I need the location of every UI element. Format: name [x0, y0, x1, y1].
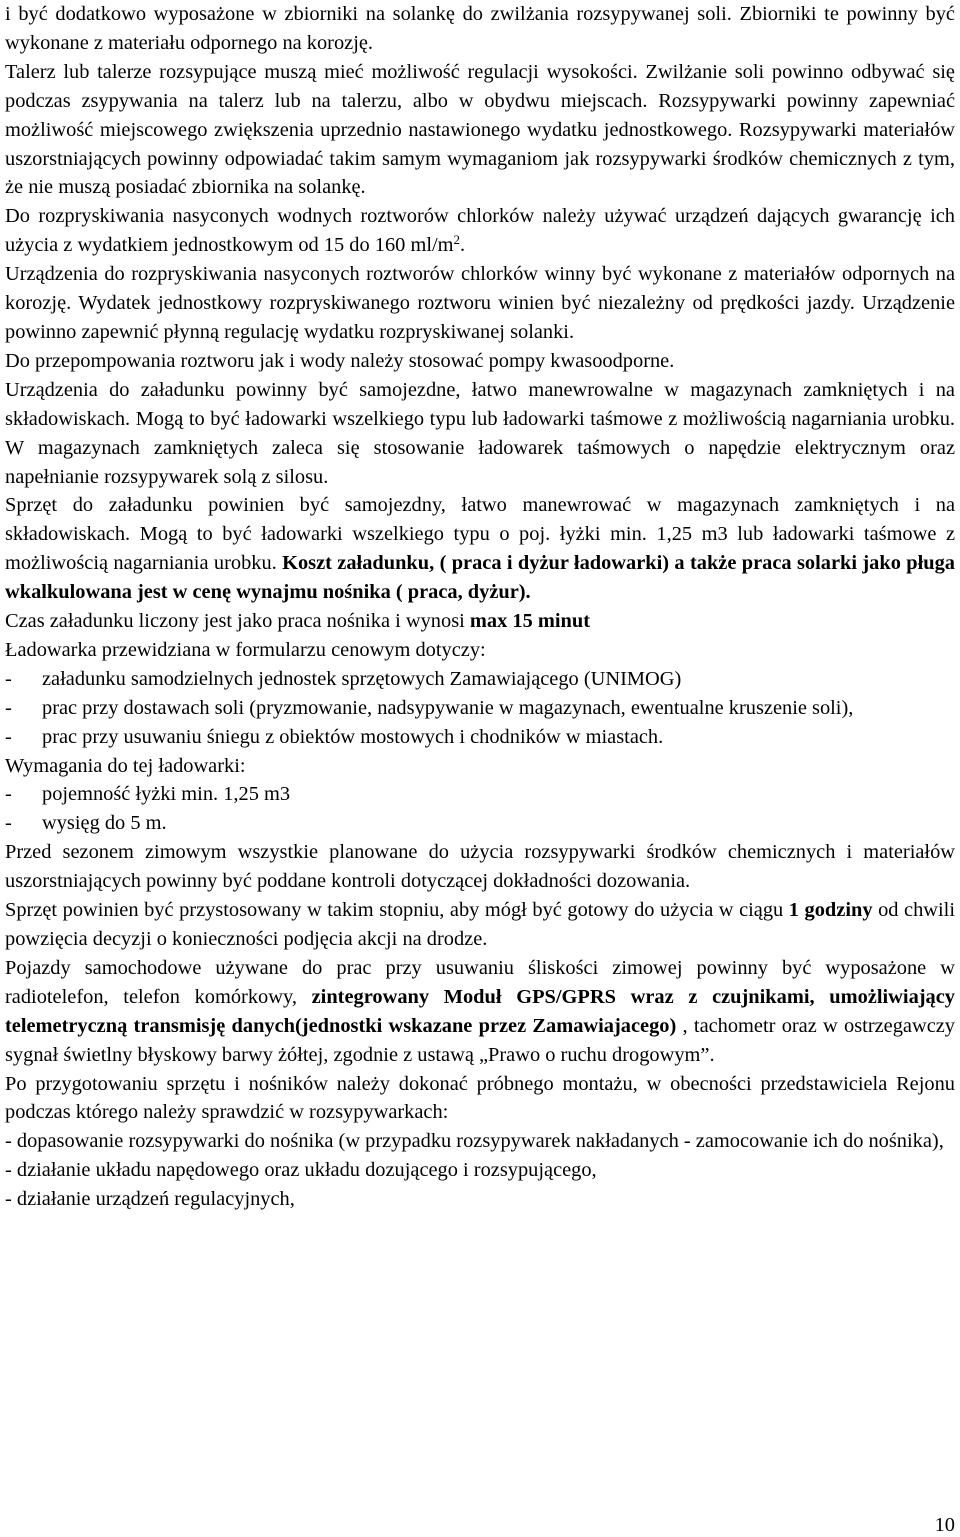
document-body	[5, 0, 955, 1214]
paragraph-text: Przed sezonem zimowym wszystkie planowane do użycia rozsypywarki środków chemicznych i materiałów uszorstniających powinny być poddane kontroli dotyczącej dokładności dozowania.	[5, 841, 955, 893]
paragraph-text: - działanie układu napędowego oraz układu dozującego i rozsypującego,	[5, 1159, 597, 1182]
paragraph-text: Wymagania do tej ładowarki:	[5, 754, 246, 777]
list-item	[5, 694, 955, 723]
list-dash: -	[5, 812, 12, 835]
paragraph-text: Do przepompowania roztworu jak i wody należy stosować pompy kwasoodporne.	[5, 349, 675, 372]
paragraph-text: Talerz lub talerze rozsypujące muszą mieć możliwość regulacji wysokości. Zwilżanie soli powinno odbywać się podczas zsypywania na talerz lub na talerzu, albo w obydwu miejscach. Rozsypywarki powinny zapewniać możliwość miejscowego zwiększenia uprzednio nastawionego wydatku jednostkowego. Rozsypywarki materiałów uszorstniających powinny odpowiadać takim samym wymaganiom jak rozsypywarki środków chemicznych z tym, że nie muszą posiadać zbiornika na solankę.	[5, 60, 955, 199]
paragraph-text: i być dodatkowo wyposażone w zbiorniki na solankę do zwilżania rozsypywanej soli. Zbiorniki te powinny być wykonane z materiału odpornego na korozję.	[5, 3, 955, 54]
list-dash: -	[5, 783, 12, 806]
list-item-text: wysięg do 5 m.	[42, 812, 167, 835]
paragraph-text: , tachometr oraz w ostrzegawczy sygnał świetlny błyskowy barwy żółtej, zgodnie z ustawą „Prawo o ruchu drogowym”.	[5, 1014, 955, 1066]
paragraph-spreader-plates	[5, 58, 955, 203]
paragraph-check-fitting	[5, 1127, 955, 1156]
paragraph-text: .	[460, 234, 466, 257]
paragraph-loader-requirements	[5, 752, 955, 781]
paragraph-check-regulation	[5, 1185, 955, 1214]
list-item	[5, 809, 955, 838]
paragraph-text: Pojazdy samochodowe używane do prac przy usuwaniu śliskości zimowej powinny być wyposażone w radiotelefon, telefon komórkowy,	[5, 956, 955, 1008]
paragraph-loader-scope	[5, 636, 955, 665]
loader-requirements-list	[5, 780, 955, 838]
list-item-text: prac przy usuwaniu śniegu z obiektów mostowych i chodników w miastach.	[42, 725, 664, 748]
paragraph-vehicle-equipment	[5, 954, 955, 1070]
paragraph-text: Sprzęt powinien być przystosowany w takim stopniu, aby mógł być gotowy do użycia w ciągu	[5, 899, 789, 922]
list-item-text: prac przy dostawach soli (pryzmowanie, nadsypywanie w magazynach, ewentualne kruszenie soli),	[42, 696, 854, 719]
paragraph-text: Sprzęt do załadunku powinien być samojezdny, łatwo manewrować w magazynach zamkniętych i na składowiskach. Mogą to być ładowarki wszelkiego typu o poj. łyżki min. 1,25 m3 lub ładowarki taśmowe z możliwością nagarniania urobku.	[5, 494, 955, 575]
list-dash: -	[5, 725, 12, 748]
paragraph-loading-devices	[5, 376, 955, 492]
paragraph-dosing-control	[5, 838, 955, 896]
paragraph-loading-equipment	[5, 491, 955, 607]
list-item	[5, 665, 955, 694]
bold-text: Koszt załadunku, ( praca i dyżur ładowarki) a także praca solarki jako pługa wkalkulowana jest w cenę wynajmu nośnika ( praca, dyżur).	[5, 552, 955, 604]
paragraph-loading-time	[5, 607, 955, 636]
paragraph-text: Ładowarka przewidziana w formularzu cenowym dotyczy:	[5, 638, 486, 661]
paragraph-text: Urządzenia do rozpryskiwania nasyconych roztworów chlorków winny być wykonane z materiałów odpornych na korozję. Wydatek jednostkowy rozpryskiwanego roztworu winien być niezależny od prędkości jazdy. Urządzenie powinno zapewnić płynną regulację wydatku rozpryskiwanej solanki.	[5, 263, 955, 343]
paragraph-pumps	[5, 347, 955, 376]
page-number: 10	[934, 1514, 955, 1536]
list-dash: -	[5, 696, 12, 719]
paragraph-text: - dopasowanie rozsypywarki do nośnika (w przypadku rozsypywarek nakładanych - zamocowanie ich do nośnika),	[5, 1130, 944, 1153]
list-item	[5, 723, 955, 752]
bold-text: max 15 minut	[469, 610, 590, 633]
paragraph-text: Czas załadunku liczony jest jako praca nośnika i wynosi	[5, 610, 470, 633]
list-item-text: pojemność łyżki min. 1,25 m3	[42, 783, 291, 806]
paragraph-readiness	[5, 896, 955, 954]
loader-scope-list	[5, 665, 955, 752]
paragraph-trial-assembly	[5, 1070, 955, 1128]
list-dash: -	[5, 667, 12, 690]
paragraph-chloride-spraying	[5, 202, 955, 260]
paragraph-spraying-devices	[5, 260, 955, 347]
paragraph-text: od chwili powzięcia decyzji o konieczności podjęcia akcji na drodze.	[5, 899, 955, 950]
bold-text: 1 godziny	[788, 899, 873, 922]
paragraph-text: Do rozpryskiwania nasyconych wodnych roztworów chlorków należy używać urządzeń dających gwarancję ich użycia z wydatkiem jednostkowym od 15 do 160 ml/m	[5, 205, 955, 257]
superscript: 2	[453, 232, 461, 248]
list-item-text: załadunku samodzielnych jednostek sprzętowych Zamawiającego (UNIMOG)	[42, 667, 682, 690]
bold-text: zintegrowany Moduł GPS/GPRS wraz z czujnikami, umożliwiający telemetryczną transmisję danych(jednostki wskazane przez Zamawiajacego)	[5, 985, 955, 1037]
paragraph-text: Po przygotowaniu sprzętu i nośników należy dokonać próbnego montażu, w obecności przedstawiciela Rejonu podczas którego należy sprawdzić w rozsypywarkach:	[5, 1072, 955, 1124]
paragraph-check-drive	[5, 1156, 955, 1185]
paragraph-text: - działanie urządzeń regulacyjnych,	[5, 1188, 295, 1211]
list-item	[5, 780, 955, 809]
paragraph-brine-tanks	[5, 0, 955, 58]
paragraph-text: Urządzenia do załadunku powinny być samojezdne, łatwo manewrowalne w magazynach zamkniętych i na składowiskach. Mogą to być ładowarki wszelkiego typu lub ładowarki taśmowe z możliwością nagarniania urobku. W magazynach zamkniętych zaleca się stosowanie ładowarek taśmowych o napędzie elektrycznym oraz napełnianie rozsypywarek solą z silosu.	[5, 378, 955, 488]
